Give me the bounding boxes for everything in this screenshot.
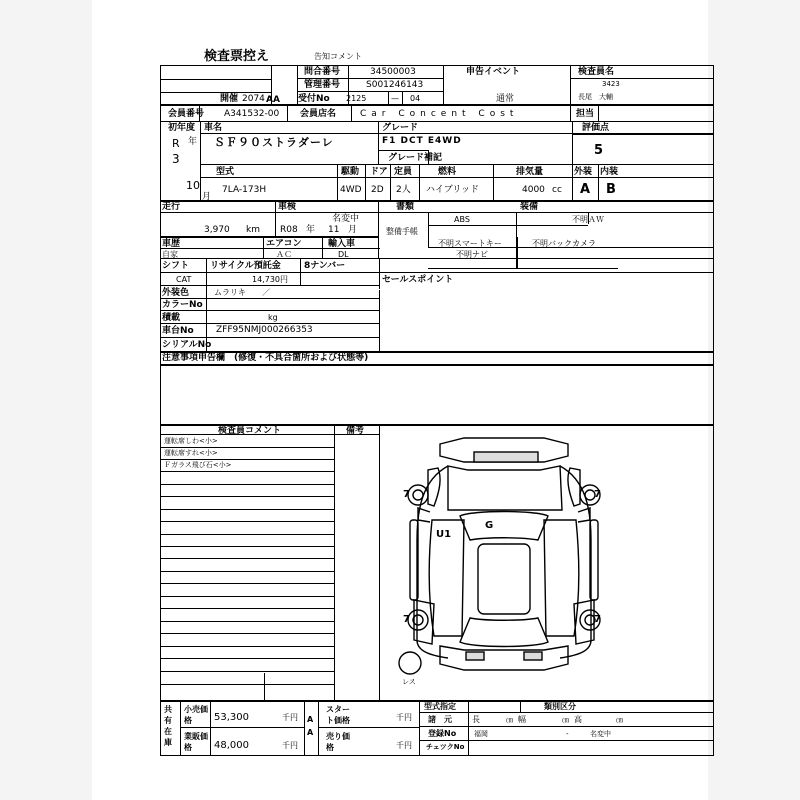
color-value: ムラリキ ／ [214,288,270,297]
session-value: 2074 [242,94,265,104]
comment-line: 運転席しわ<小> [164,437,218,445]
capacity-value: 2人 [396,185,411,195]
ac-label: エアコン [266,239,302,249]
type-spec-label: 型式指定 [424,702,456,711]
color-no-label: カラーNo [162,300,203,310]
reception-sub: 04 [410,94,421,103]
displacement-value: 4000 [522,185,545,195]
inspection-changing: 名変中 [332,214,360,224]
history-value: 自家 [162,250,178,259]
import-value: DL [338,250,349,259]
recycle-unit: 円 [280,275,288,284]
exterior-label: 外装 [574,167,593,177]
reg-dash: - [566,730,569,738]
damage-mark: 7 [594,489,601,500]
member-no-value: A341532-00 [224,109,280,119]
docs-label: 書類 [396,202,415,212]
session-label: 開催 [220,94,239,104]
fuel-label: 燃料 [438,167,457,177]
inspector-value: 3423 [602,80,620,88]
biz-value: 48,000 [214,740,249,751]
year-value: 3 [172,152,180,166]
shift-value: CAT [176,275,192,284]
chassis-value: ZFF95NMJ000266353 [216,325,313,335]
side-label: 在 [164,727,172,736]
inspection-label: 車検 [278,202,297,212]
exterior-value: A [580,182,591,197]
mileage-label: 走行 [162,202,181,212]
equipment-item: 不明スマートキー [438,239,502,248]
damage-mark: 7 [594,614,601,625]
fuel-value: ハイブリッド [426,185,480,195]
grade-value: F1 DCT E4WD [382,136,462,146]
score-value: 5 [594,143,604,158]
side-label: 有 [164,716,172,725]
plate-label: 8ナンバー [304,261,346,271]
equipment-item: 不明バックカメラ [532,239,596,248]
damage-mark: 7 [403,489,410,500]
score-label: 評価点 [582,123,610,133]
reception-label: 受付No [298,94,330,104]
check-label: チェツクNo [426,743,465,751]
car-name-value: ＳＦ９０ストラダーレ [214,136,334,149]
displacement-unit: cc [552,185,562,195]
inspection-month-label: 月 [348,225,358,235]
notes-label: 注意事項申告欄 (修復・不具合箇所および状態等) [162,353,369,363]
price-unit: 千円 [282,713,298,722]
inspection-month: 11 [328,225,340,235]
import-label: 輸入車 [328,239,356,249]
start-label: スタート価格 [326,705,350,725]
price-unit: 千円 [396,713,412,722]
damage-mark: U1 [436,529,452,540]
inquiry-label: 問合番号 [304,67,341,77]
report-event-label: 申告イベント [466,67,521,77]
category-label: 類別区分 [544,702,576,711]
member-shop-value: Car Concent Cost [360,109,519,119]
mileage-value: 3,970 [204,225,230,235]
price-unit: 千円 [396,741,412,750]
car-name-label: 車名 [204,123,223,133]
grade-label: グレード [382,123,419,133]
damage-mark: 7 [403,614,410,625]
car-damage-diagram [92,0,708,800]
month-label: 月 [202,192,212,202]
reception-value: 2125 [346,94,367,103]
comments-label: 検査員コメント [218,426,282,436]
drive-value: 4WD [340,185,362,195]
inspection-year-label: 年 [306,225,316,235]
width-label: 幅 [518,715,526,724]
venue: AA [266,95,280,105]
equipment-label: 装備 [520,202,539,212]
equipment-item: ABS [454,215,470,224]
drive-label: 駆動 [341,167,360,177]
recycle-label: リサイクル預託金 [210,261,281,271]
chassis-label: 車台No [162,326,194,336]
door-label: ドア [370,167,388,177]
door-value: 2D [371,185,384,195]
reg-label: 登録No [428,729,457,738]
load-label: 積載 [162,313,181,323]
height-label: 高 [574,715,582,724]
inspector-names: 長尾 大輔 [578,93,613,101]
year-label: 年 [188,137,198,147]
retail-value: 53,300 [214,712,249,723]
model-label: 型式 [216,167,235,177]
member-shop-label: 会員店名 [300,109,337,119]
sheet-title: 検査票控え [204,49,270,64]
cm-unit: ㎝ [616,716,623,724]
inspector-label: 検査員名 [578,67,615,77]
biz-label: 業販価格 [184,732,208,752]
cm-unit: ㎝ [506,716,513,724]
damage-mark: G [485,520,494,531]
displacement-label: 排気量 [516,167,544,177]
model-value: 7LA-173H [222,185,267,195]
era: R [172,137,180,150]
mgmt-value: S001246143 [366,80,424,90]
mileage-unit: km [246,225,260,235]
grade-sup-label: グレード補記 [388,153,443,163]
len-label: 長 [472,715,480,724]
price-unit: 千円 [282,741,298,750]
comment-line: Ｆガラス飛び石<小> [164,461,232,469]
reg-tail: 名変中 [590,730,611,738]
shift-label: シフト [162,261,190,271]
retail-label: 小売価格 [184,705,208,725]
side-label: 庫 [164,738,172,747]
first-reg-label: 初年度 [168,123,196,133]
history-label: 車歴 [162,239,181,249]
comment-line: 運転席すれ<小> [164,449,218,457]
reception-dash: — [391,94,399,103]
sell-label: 売り価格 [326,732,350,752]
month-value: 10 [186,179,200,192]
member-no-label: 会員番号 [168,109,205,119]
docs-item: 整備手帳 [386,227,418,236]
side-label: 共 [164,705,172,714]
interior-label: 内装 [600,167,619,177]
mgmt-label: 管理番号 [304,80,341,90]
a-mark: A [307,728,314,737]
inspection-era-year: R08 [280,225,298,235]
cm-unit: ㎝ [562,716,569,724]
status-value: 通常 [496,94,515,104]
serial-label: シリアルNo [162,340,212,350]
load-unit: kg [268,313,278,322]
remarks-label: 備考 [346,426,365,436]
notice-label: 告知コメント [314,52,362,61]
equipment-item: 不明ＡＷ [572,215,604,224]
charge-label: 担当 [576,109,595,119]
recycle-value: 14,730 [252,275,280,284]
dims-label: 諸 元 [428,715,452,724]
inspection-sheet [92,0,708,800]
capacity-label: 定員 [394,167,413,177]
diagram-legend: レス [402,678,416,686]
a-mark: A [307,715,314,724]
equipment-item: 不明ナビ [456,250,488,259]
interior-value: B [606,182,616,197]
ac-value: ＡＣ [276,250,292,259]
sales-point-label: セールスポイント [382,275,454,285]
color-label: 外装色 [162,288,190,298]
inquiry-value: 34500003 [370,67,416,77]
reg-value: 福岡 [474,730,488,738]
